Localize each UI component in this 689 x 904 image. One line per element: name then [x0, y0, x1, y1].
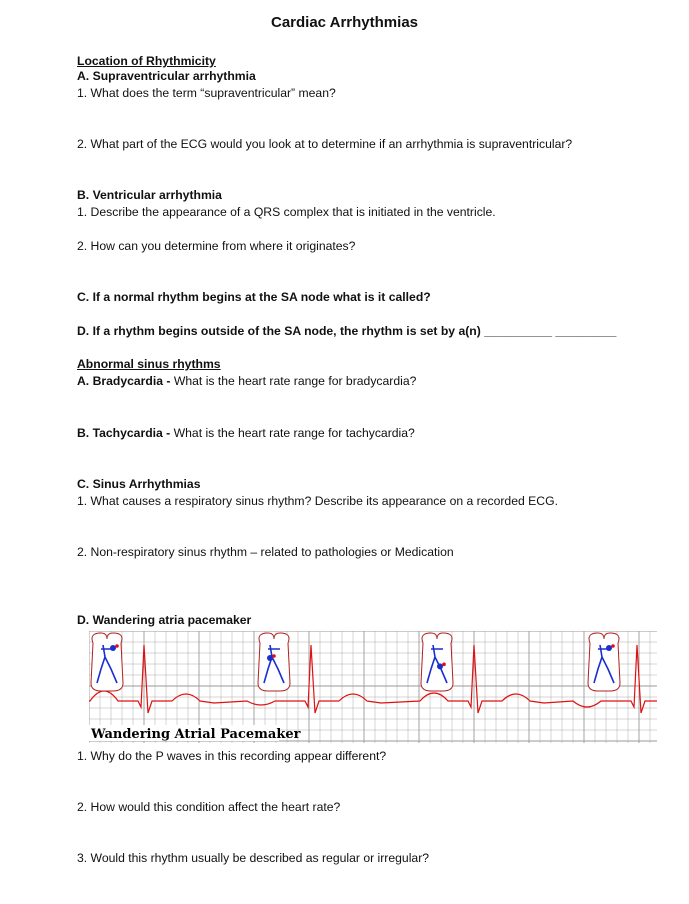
question-regularity: 3. Would this rhythm usually be described as regular or irregular?: [77, 851, 430, 865]
bradycardia-text: What is the heart rate range for bradycardia?: [170, 374, 417, 388]
pacemaker-site: [606, 645, 612, 651]
question-tachycardia: [77, 426, 415, 441]
question-sinus-1: 1. What causes a respiratory sinus rhythm? Describe its appearance on a recorded ECG.: [77, 494, 558, 508]
section-heading-rhythmicity: Location of Rhythmicity: [77, 54, 216, 68]
pacemaker-site: [437, 663, 443, 669]
question-ventricular-1: 1. Describe the appearance of a QRS complex that is initiated in the ventricle.: [77, 205, 496, 219]
pacemaker-site: [110, 645, 116, 651]
question-normal-rhythm: C. If a normal rhythm begins at the SA node what is it called?: [77, 290, 431, 304]
heart-diagram: [91, 633, 123, 691]
question-supraventricular-1: 1. What does the term “supraventricular” mean?: [77, 86, 336, 100]
ecg-figure: [89, 631, 657, 743]
supraventricular-heading: A. Supraventricular arrhythmia: [77, 69, 256, 83]
page-title: Cardiac Arrhythmias: [271, 14, 418, 31]
question-heart-rate: 2. How would this condition affect the heart rate?: [77, 800, 341, 814]
section-heading-abnormal-sinus: Abnormal sinus rhythms: [77, 357, 221, 371]
pacemaker-site: [267, 655, 273, 661]
heart-diagrams: [91, 633, 620, 691]
sinus-arrhythmias-heading: C. Sinus Arrhythmias: [77, 477, 201, 491]
question-pwaves: 1. Why do the P waves in this recording appear different?: [77, 749, 387, 763]
heart-diagram: [258, 633, 290, 691]
tachycardia-text: What is the heart rate range for tachycardia?: [170, 426, 415, 440]
question-ventricular-2: 2. How can you determine from where it originates?: [77, 239, 356, 253]
heart-diagram: [588, 633, 620, 691]
wandering-pacemaker-heading: D. Wandering atria pacemaker: [77, 613, 252, 627]
ventricular-heading: B. Ventricular arrhythmia: [77, 188, 222, 202]
heart-diagram: [421, 633, 453, 691]
bradycardia-label: A. Bradycardia -: [77, 374, 171, 388]
tachycardia-label: B. Tachycardia -: [77, 426, 171, 440]
pacemaker-marker: [611, 644, 615, 648]
question-bradycardia: [77, 374, 416, 389]
question-supraventricular-2: 2. What part of the ECG would you look at to determine if an arrhythmia is supraventricular?: [77, 137, 573, 151]
pacemaker-marker: [442, 663, 446, 667]
pacemaker-marker: [115, 644, 119, 648]
pacemaker-marker: [272, 654, 276, 658]
question-sinus-2: 2. Non-respiratory sinus rhythm – related to pathologies or Medication: [77, 545, 454, 559]
ecg-trace: [89, 645, 657, 713]
question-ectopic-rhythm: D. If a rhythm begins outside of the SA node, the rhythm is set by a(n) __________ _________: [77, 324, 617, 338]
figure-caption: Wandering Atrial Pacemaker: [91, 727, 301, 742]
